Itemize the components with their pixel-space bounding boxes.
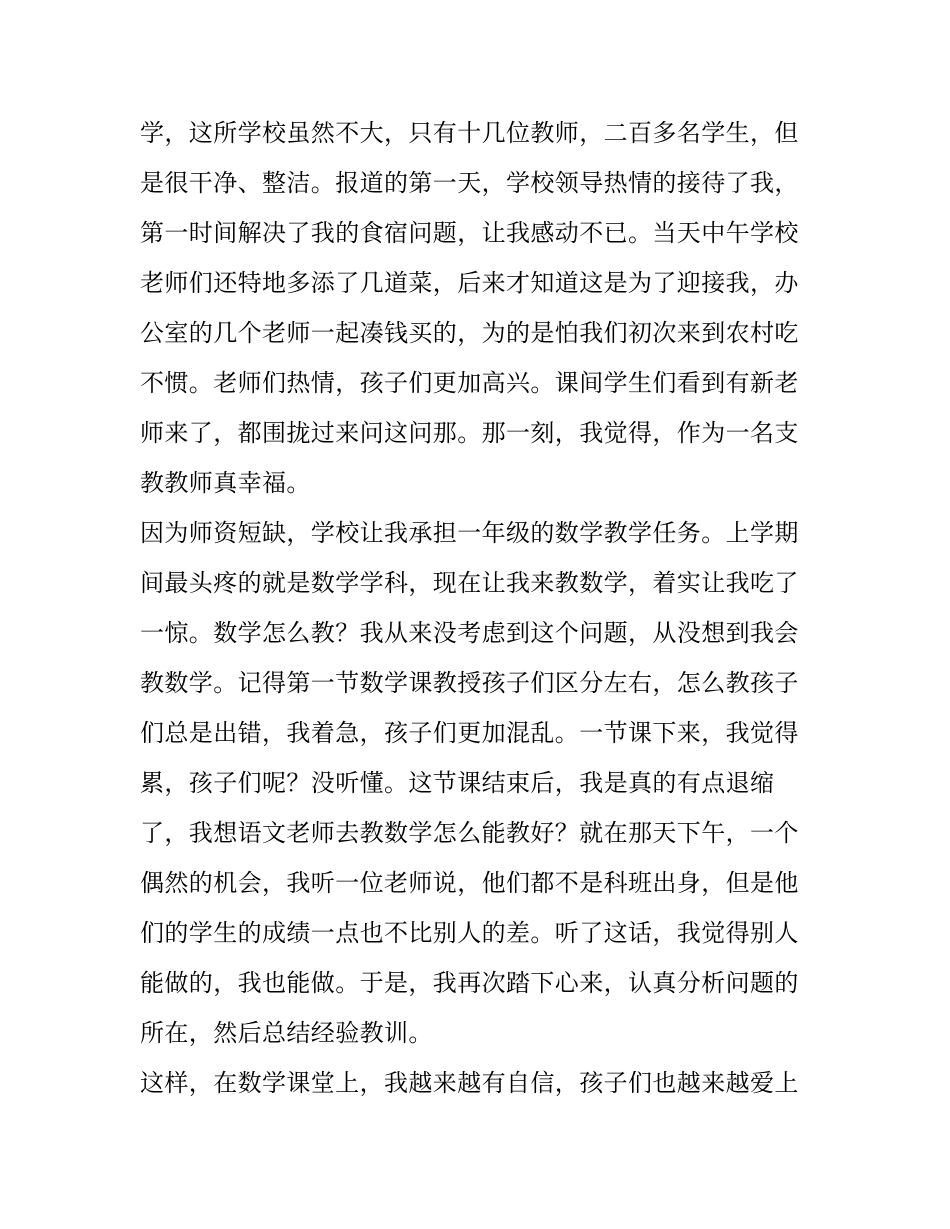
text-line: 因为师资短缺，学校让我承担一年级的数学教学任务。上学期 — [140, 519, 799, 547]
text-line: 教数学。记得第一节数学课教授孩子们区分左右，怎么教孩子 — [140, 669, 799, 697]
text-line: 偶然的机会，我听一位老师说，他们都不是科班出身，但是他 — [140, 869, 799, 897]
text-line: 师来了，都围拢过来问这问那。那一刻，我觉得，作为一名支 — [140, 419, 799, 447]
text-line: 一惊。数学怎么教？我从来没考虑到这个问题，从没想到我会 — [140, 619, 799, 647]
text-line: 累，孩子们呢？没听懂。这节课结束后，我是真的有点退缩 — [140, 769, 775, 797]
text-line: 间最头疼的就是数学学科，现在让我来教数学，着实让我吃了 — [140, 569, 799, 597]
text-line: 是很干净、整洁。报道的第一天，学校领导热情的接待了我， — [140, 169, 799, 197]
text-line: 这样，在数学课堂上，我越来越有自信，孩子们也越来越爱上 — [140, 1069, 799, 1097]
text-line: 们的学生的成绩一点也不比别人的差。听了这话，我觉得别人 — [140, 919, 799, 947]
text-line: 能做的，我也能做。于是，我再次踏下心来，认真分析问题的 — [140, 969, 799, 997]
text-line: 老师们还特地多添了几道菜，后来才知道这是为了迎接我，办 — [140, 269, 799, 297]
text-line: 们总是出错，我着急，孩子们更加混乱。一节课下来，我觉得 — [140, 719, 799, 747]
text-line: 不惯。老师们热情，孩子们更加高兴。课间学生们看到有新老 — [140, 369, 799, 397]
text-line: 所在，然后总结经验教训。 — [140, 1019, 433, 1047]
text-line: 第一时间解决了我的食宿问题，让我感动不已。当天中午学校 — [140, 219, 799, 247]
body-text — [140, 108, 820, 1108]
text-line: 学，这所学校虽然不大，只有十几位教师，二百多名学生，但 — [140, 119, 799, 147]
text-line: 了，我想语文老师去教数学怎么能教好？就在那天下午，一个 — [140, 819, 799, 847]
text-line: 教教师真幸福。 — [140, 469, 311, 497]
text-line: 公室的几个老师一起凑钱买的，为的是怕我们初次来到农村吃 — [140, 319, 799, 347]
